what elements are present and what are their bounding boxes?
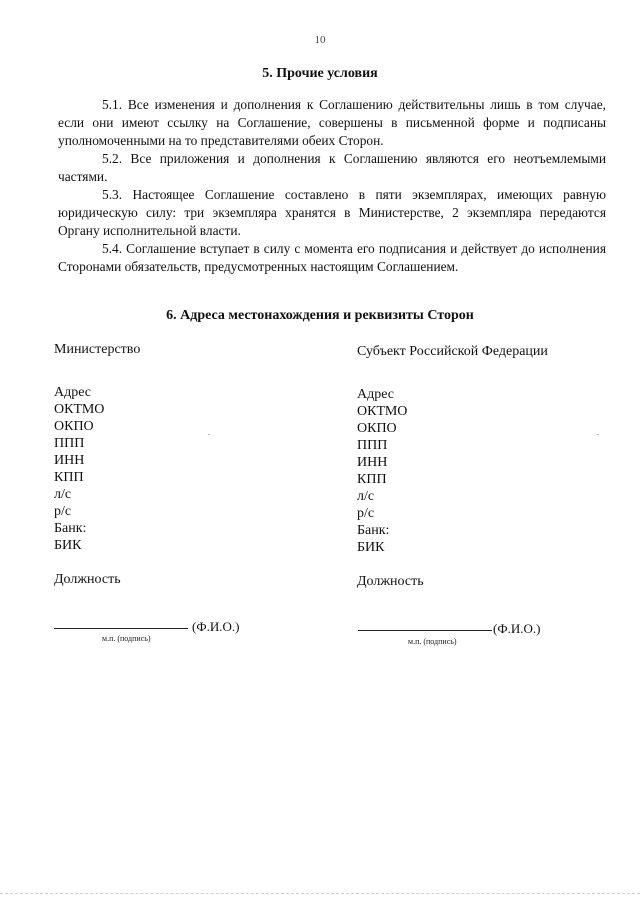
left-position-label: Должность xyxy=(54,572,121,587)
right-party-fields xyxy=(357,386,617,556)
right-field-rs: р/с xyxy=(357,506,375,521)
left-field-oktmo: ОКТМО xyxy=(54,402,105,417)
right-signature-underline xyxy=(358,629,492,631)
left-signature-caption: м.п. (подпись) xyxy=(102,634,151,643)
left-field-bank: Банк: xyxy=(54,521,87,536)
right-field-oktmo: ОКТМО xyxy=(357,404,408,419)
left-field-ppp: ППП xyxy=(54,436,85,451)
right-field-address: Адрес xyxy=(357,387,395,402)
left-party-details xyxy=(54,342,304,590)
left-field-inn: ИНН xyxy=(54,453,85,468)
left-field-address: Адрес xyxy=(54,385,92,400)
right-signature-line xyxy=(358,621,540,637)
page-number: 10 xyxy=(314,34,326,46)
paragraph-5-3: 5.3. Настоящее Соглашение составлено в пяти экземплярах, имеющих равную юридическую силу: три экземпляра хранятся в Министерстве, 2 экземпляра передаются Органу исполнительной власти. xyxy=(58,187,606,238)
section-6-title: 6. Адреса местонахождения и реквизиты Сторон xyxy=(166,308,474,323)
paragraph-5-4: 5.4. Соглашение вступает в силу с момента его подписания и действует до исполнения Сторонами обязательств, предусмотренных настоящим Соглашением. xyxy=(58,241,606,274)
section-5-body xyxy=(58,96,606,276)
right-signature-caption: м.п. (подпись) xyxy=(408,637,457,646)
right-party-title: Субъект Российской Федерации xyxy=(357,344,548,359)
right-field-okpo: ОКПО xyxy=(357,421,397,436)
paragraph-5-2: 5.2. Все приложения и дополнения к Соглашению являются его неотъемлемыми частями. xyxy=(58,151,606,184)
left-field-okpo: ОКПО xyxy=(54,419,94,434)
right-field-ppp: ППП xyxy=(357,438,388,453)
left-signature-line xyxy=(54,619,239,635)
left-party-title: Министерство xyxy=(54,342,141,357)
left-field-rs: р/с xyxy=(54,504,72,519)
scan-bottom-edge xyxy=(0,893,640,894)
left-party-fields xyxy=(54,384,304,554)
right-field-kpp: КПП xyxy=(357,472,387,487)
right-field-ls: л/с xyxy=(357,489,375,504)
left-field-bik: БИК xyxy=(54,538,82,553)
left-field-kpp: КПП xyxy=(54,470,84,485)
left-field-ls: л/с xyxy=(54,487,72,502)
right-field-bank: Банк: xyxy=(357,523,390,538)
right-fio-label: (Ф.И.О.) xyxy=(493,621,541,636)
left-fio-label: (Ф.И.О.) xyxy=(192,619,240,634)
section-5-title: 5. Прочие условия xyxy=(262,66,378,81)
right-field-bik: БИК xyxy=(357,540,385,555)
right-party-details xyxy=(357,344,617,592)
right-position-label: Должность xyxy=(357,574,424,589)
left-signature-underline xyxy=(54,627,188,629)
scan-speck xyxy=(597,434,599,435)
scan-speck xyxy=(208,434,210,435)
paragraph-5-1: 5.1. Все изменения и дополнения к Соглашению действительны лишь в том случае, если они имеют ссылку на Соглашение, совершены в письменной форме и подписаны уполномоченными на то представителями обеих Сторон. xyxy=(58,97,606,148)
right-field-inn: ИНН xyxy=(357,455,388,470)
